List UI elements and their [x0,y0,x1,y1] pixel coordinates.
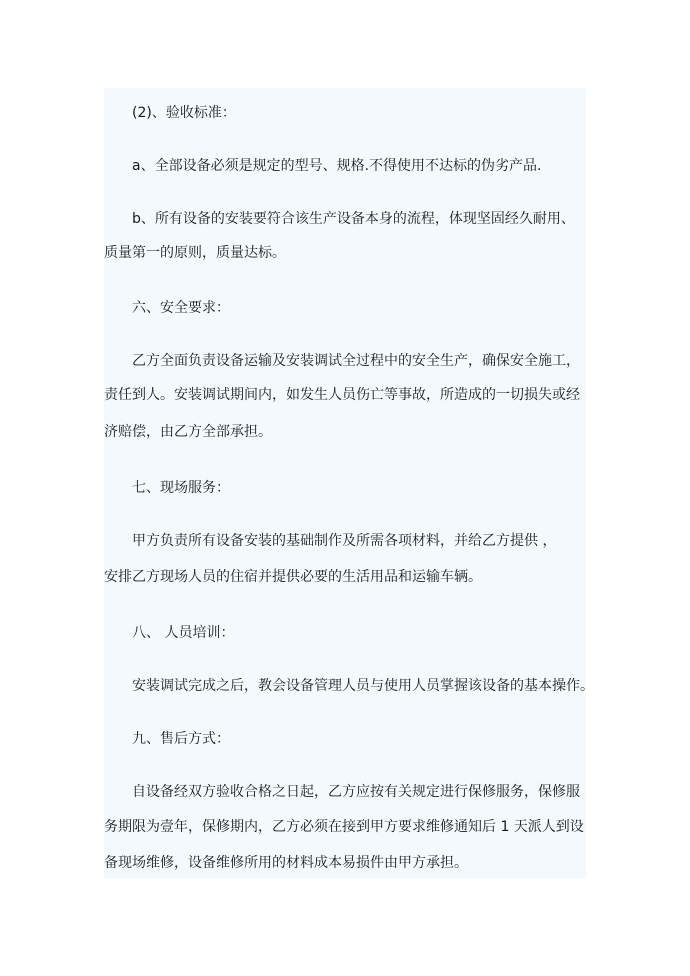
aftersales-line-3: 备现场维修，设备维修所用的材料成本易损件由甲方承担。 [104,855,468,871]
aftersales-line-2: 务期限为壹年，保修期内，乙方必须在接到甲方要求维修通知后 1 天派人到设 [104,819,584,835]
training-line-1: 安装调试完成之后，教会设备管理人员与使用人员掌握该设备的基本操作。 [132,678,594,694]
onsite-heading: 七、现场服务： [132,480,230,496]
onsite-line-2: 安排乙方现场人员的住宿并提供必要的生活用品和运输车辆。 [104,569,482,585]
acceptance-standard-heading: (2)、验收标准： [132,105,236,121]
onsite-line-1: 甲方负责所有设备安装的基础制作及所需各项材料，并给乙方提供 ， [132,533,557,549]
item-a-line-1: a、全部设备必须是规定的型号、规格.不得使用不达标的伪劣产品. [132,158,542,174]
item-b-line-2: 质量第一的原则，质量达标。 [104,245,286,261]
document-text-block [104,88,594,878]
aftersales-heading: 九、售后方式： [132,731,230,747]
item-b-line-1: b、所有设备的安装要符合该生产设备本身的流程，体现坚固经久耐用、 [132,211,575,227]
safety-line-1: 乙方全面负责设备运输及安装调试全过程中的安全生产，确保安全施工， [132,353,580,369]
safety-line-2: 责任到人。安装调试期间内，如发生人员伤亡等事故，所造成的一切损失或经 [104,387,580,403]
safety-line-3: 济赔偿，由乙方全部承担。 [104,424,272,440]
safety-heading: 六、安全要求： [132,300,230,316]
training-heading: 八、 人员培训： [132,625,235,641]
aftersales-line-1: 自设备经双方验收合格之日起，乙方应按有关规定进行保修服务，保修服 [132,784,580,800]
